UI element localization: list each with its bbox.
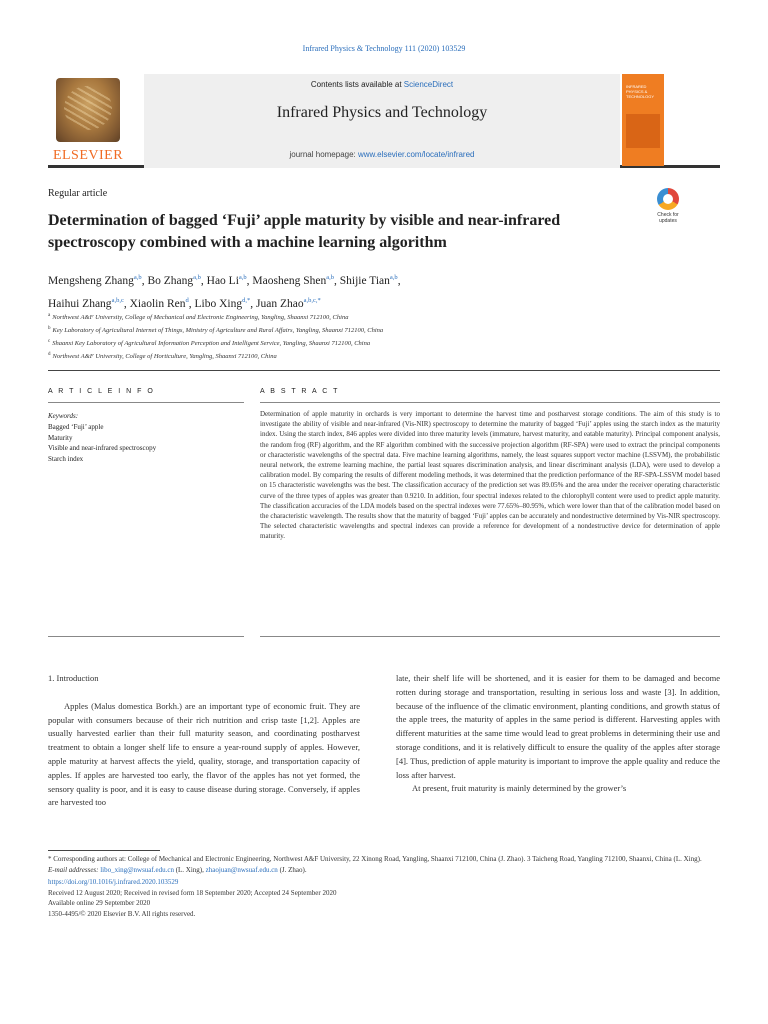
divider [48,402,244,403]
affiliation-marker: d [48,352,51,358]
author[interactable] [340,275,401,287]
keyword: Bagged ‘Fuji’ apple [48,423,104,431]
online-date: Available online 29 September 2020 [48,899,151,907]
journal-title: Infrared Physics and Technology [276,104,488,121]
author-name: Shijie Tian [339,274,390,287]
keyword: Maturity [48,433,73,442]
journal-banner [144,74,620,168]
divider [260,402,720,403]
affiliation-marker: b [48,326,51,332]
elsevier-logo[interactable] [48,78,128,164]
keywords-label: Keywords: [48,412,79,420]
footnotes [48,854,720,919]
author-affiliation-marker[interactable]: d [185,296,189,304]
affiliation-text: Northwest A&F University, College of Mechanical and Electronic Engineering, Yangling, Shaanxi 712100, China [52,314,349,322]
affiliation-text: Northwest A&F University, College of Horticulture, Yangling, Shaanxi 712100, China [52,353,277,361]
check-updates-label: Check for updates [657,212,679,224]
email-line [48,865,720,876]
masthead [48,74,720,168]
author-separator: , [123,297,130,310]
body-column-left [48,672,360,810]
contents-prefix: Contents lists available at [310,80,404,89]
author-affiliation-marker[interactable]: a,b,c [111,296,124,304]
author[interactable] [195,298,256,310]
author-name: Mengsheng Zhang [48,274,134,287]
affiliation [48,336,668,349]
author-name: Haihui Zhang [48,297,112,310]
author-affiliation-marker[interactable]: a,b,c,* [303,296,321,304]
author-name: Maosheng Shen [252,274,327,287]
author-affiliation-marker[interactable]: a,b [133,274,142,281]
affiliation-list [48,310,668,363]
keyword: Visible and near-infrared spectroscopy [48,444,157,452]
author-affiliation-marker[interactable]: a,b [326,274,334,281]
author[interactable] [48,298,130,310]
contents-line [144,80,620,89]
abstract-text: Determination of apple maturity in orchards is very important to determine the harvest time and postharvest storage conditions. The aim of this study is to investigate the ability of visible and near-infrared (Vis-NIR) spectroscopy to determine the maturity of bagged ‘Fuji’ apples using the starch index as the maturity index. Using the starch index, 846 apples were divided into three maturity levels (immature, harvest maturity, and eatable maturity). Principal component analysis, the random frog (RF) algorithm, and the RF algorithm combined with the successive projection algorithm (RF-SPA) were used to extract the principal components or characteristic wavelengths of the spectral data. Five machine learning algorithms, namely, the least squares support vector machine (LSSVM), the probabilistic neural network, the extreme learning machine, the partial least squares discrimination analysis, and linear discriminant analysis (LDA), were used to develop a calibration model. By comparing the results of different modeling methods, it was determined that the prediction performance of the RF-SPA-LSSVM model based on 15 characteristic wavelengths was the best. The classification accuracy of the prediction set was 89.05% and the area under the receiver operating characteristic curve of the three types of apples was greater than 0.9210. In addition, four spectral indexes related to the chlorophyll content were used to predict apple maturity. The classification accuracies of the LDA models based on the spectral indexes were 77.65%–80.95%, which were lower than that of the calibration model based on the characteristic wavelength. The results show that the maturity of bagged ‘Fuji’ apples can be accurately and nondestructive determined by Vis-NIR spectroscopy. The selected characteristic wavelengths and spectral indexes can provide a reference for development of a nondestructive device for determination of apple maturity. [260,410,720,541]
author-list [48,268,648,314]
author-affiliation-marker[interactable]: a,b [193,274,201,281]
email-label: E-mail addresses: [48,865,99,874]
affiliation-text: Key Laboratory of Agricultural Internet of Things, Ministry of Agriculture and Rural Affairs, Yangling, Shaanxi 712100, China [52,327,384,335]
email-owner: (J. Zhao). [277,865,307,874]
homepage-link[interactable]: www.elsevier.com/locate/infrared [358,150,475,159]
email-owner: (L. Xing), [173,865,206,874]
author-affiliation-marker[interactable]: a,b [389,274,398,281]
author-separator: , [200,274,207,287]
keyword-list [48,422,248,464]
doi-link[interactable]: https://doi.org/10.1016/j.infrared.2020.103529 [48,878,179,886]
author[interactable] [256,298,321,310]
journal-cover-image[interactable] [622,74,664,166]
email-link-zhao[interactable]: zhaojuan@nwsuaf.edu.cn [205,865,278,874]
affiliation [48,349,668,362]
body-paragraph: Apples (Malus domestica Borkh.) are an important type of economic fruit. They are popular with consumers because of their rich nutrition and crisp taste [1,2]. Apples are usually harvested earlier than their full maturity season, and coordinating postharvest treatment to obtain a longer shelf life to ensure a year-round supply of apples. However, apple maturity at harvest affects the yield, quality, storage, and transportation capacity of apples. If apples are harvested too early, the flavor of the apples has not yet formed, the sensory quality is poor, and it is easy to cause disease during storage. Conversely, if apples are harvested too [48,700,360,808]
author-name: Xiaolin Ren [129,297,186,310]
journal-reference[interactable]: Infrared Physics & Technology 111 (2020) 103529 [302,44,466,53]
divider [48,370,720,371]
sciencedirect-link[interactable]: ScienceDirect [403,80,454,89]
check-for-updates-button[interactable] [648,188,688,230]
body-paragraph: late, their shelf life will be shortened, and it is easier for them to be damaged and become rotten during storage and transportation, resulting in serious loss and waste [3]. In addition, because of the influence of the climatic environment, planting conditions, and growth status of the apple trees, the maturity of apples in the same period is different. Harvesting apples with different maturities at the same time would lead to great problems in determining their use and storage conditions, and it is relatively difficult to ensure the quality of the apples after storage [4]. Thus, prediction of apple maturity is important to improve the apple quality and reduce the loss after harvest. [396,673,720,780]
affiliation-text: Shaanxi Key Laboratory of Agricultural Information Perception and Intelligent Service, Yangling, Shaanxi 712100, China [52,340,371,348]
homepage-line [144,150,620,159]
cover-graphic [626,114,660,148]
author-separator: , [188,297,195,310]
author[interactable] [48,275,147,287]
abstract-heading: A B S T R A C T [260,388,340,395]
section-heading: 1. Introduction [48,673,99,683]
author-separator: , [250,297,256,310]
body-column-right [396,672,720,796]
author-separator: , [397,274,401,287]
author-affiliation-marker[interactable]: a,b [238,274,247,281]
article-title: Determination of bagged ‘Fuji’ apple maturity by visible and near-infrared spectroscopy combined with a machine learning algorithm [48,212,561,251]
author-affiliation-marker[interactable]: d,* [242,296,251,304]
elsevier-tree-icon [56,78,120,142]
cover-title: INFRARED PHYSICS & TECHNOLOGY [626,84,655,99]
affiliation-marker: c [48,339,51,345]
author-separator: , [246,274,253,287]
footnote-divider [48,850,160,851]
corresponding-author-note: * Corresponding authors at: College of Mechanical and Electronic Engineering, Northwest A&F University, 22 Xinong Road, Yangling, Shaanxi 712100, China (J. Zhao). 3 Taicheng Road, Yangling 712100, Shaanxi, China (L. Xing). [48,855,702,863]
homepage-prefix: journal homepage: [289,150,358,159]
author-separator: , [141,274,148,287]
article-info-heading: A R T I C L E I N F O [48,388,155,395]
author-name: Bo Zhang [147,274,194,287]
author-name: Libo Xing [194,297,243,310]
author-separator: , [333,274,340,287]
copyright: 1350-4495/© 2020 Elsevier B.V. All rights reserved. [48,909,196,918]
divider [48,636,244,637]
article-type: Regular article [48,188,108,199]
received-dates: Received 12 August 2020; Received in revised form 18 September 2020; Accepted 24 September 2020 [48,888,337,897]
author-name: Hao Li [206,274,239,287]
affiliation [48,323,668,336]
author[interactable] [130,298,195,310]
publisher-name: ELSEVIER [52,148,124,163]
affiliation-marker: a [48,313,51,318]
author-name: Juan Zhao [255,297,304,310]
check-updates-icon [657,188,679,210]
author[interactable] [207,275,253,287]
author[interactable] [147,275,206,287]
author[interactable] [252,275,339,287]
keyword: Starch index [48,454,84,463]
divider [260,636,720,637]
body-paragraph: At present, fruit maturity is mainly determined by the grower’s [412,783,627,794]
affiliation [48,310,668,323]
email-link-xing[interactable]: libo_xing@nwsuaf.edu.cn [100,865,174,874]
